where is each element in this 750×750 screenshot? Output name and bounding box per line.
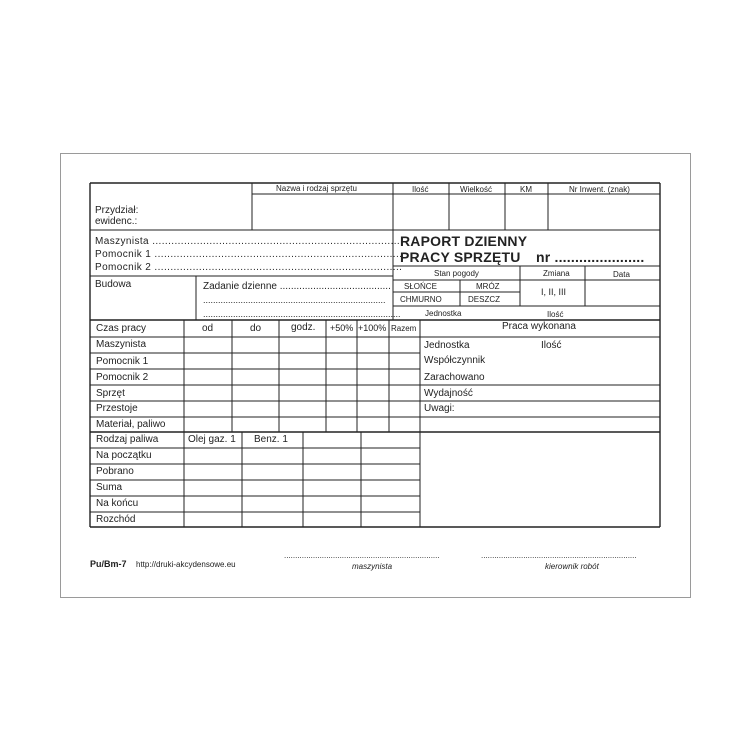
pomocnik2-line: Pomocnik 2 ..............................................................................	[95, 262, 403, 273]
uwagi-label: Uwagi:	[424, 403, 455, 414]
wydajnosc-label: Wydajność	[424, 388, 473, 399]
fuel-row-na-poczatku: Na początku	[96, 450, 152, 461]
row-label-material: Materiał, paliwo	[96, 419, 166, 430]
razem-header: Razem	[391, 324, 417, 333]
weather-slonce: SŁOŃCE	[404, 282, 437, 291]
zadanie-dzienne: Zadanie dzienne ........................................	[203, 281, 391, 292]
rodzaj-paliwa-label: Rodzaj paliwa	[96, 434, 159, 445]
zarachowano-label: Zarachowano	[424, 372, 485, 383]
title-line1: RAPORT DZIENNY	[400, 233, 528, 249]
maszynista-line: Maszynista ...............................................................................	[95, 236, 404, 247]
weather-chmurno: CHMURNO	[400, 295, 442, 304]
nr-inwent-header: Nr Inwent. (znak)	[569, 185, 630, 194]
data-label: Data	[613, 270, 630, 279]
jednostka-small: Jednostka	[425, 309, 462, 318]
do-header: do	[250, 323, 262, 334]
report-number: nr ......................	[536, 249, 645, 265]
fuel-row-na-koncu: Na końcu	[96, 498, 139, 509]
nazwa-sprzetu-header: Nazwa i rodzaj sprzętu	[276, 184, 357, 193]
budowa-label: Budowa	[95, 279, 132, 290]
stan-pogody-label: Stan pogody	[434, 269, 479, 278]
km-header: KM	[520, 185, 532, 194]
fuel-row-pobrano: Pobrano	[96, 466, 134, 477]
weather-mroz: MRÓZ	[476, 282, 500, 291]
ilosc-label: Ilość	[541, 340, 562, 351]
zmiana-label: Zmiana	[543, 269, 570, 278]
plus50-header: +50%	[330, 323, 354, 333]
zmiana-values: I, II, III	[541, 287, 567, 297]
maszynista-signature-caption: maszynista	[352, 562, 393, 571]
row-label-sprzet: Sprzęt	[96, 388, 125, 399]
praca-wykonana-header: Praca wykonana	[502, 321, 576, 332]
zadanie-dots-2: ...............................................................................	[203, 309, 401, 319]
jednostka-label: Jednostka	[424, 340, 470, 351]
zadanie-dots-1: .........................................................................	[203, 295, 386, 305]
plus100-header: +100%	[358, 323, 387, 333]
olej-gaz-header: Olej gaz. 1	[188, 434, 236, 445]
wielkosc-header: Wielkość	[460, 185, 493, 194]
pomocnik1-line: Pomocnik 1 ..............................................................................	[95, 249, 403, 260]
weather-deszcz: DESZCZ	[468, 295, 500, 304]
ewidenc-label: ewidenc.:	[95, 216, 138, 227]
row-label-przestoje: Przestoje	[96, 403, 138, 414]
form-code: Pu/Bm-7	[90, 559, 127, 569]
przydzial-label: Przydział:	[95, 205, 139, 216]
wspolczynnik-label: Współczynnik	[424, 355, 486, 366]
ilosc-small: Ilość	[547, 310, 564, 319]
benz-header: Benz. 1	[254, 434, 288, 445]
maszynista-signature-line: ......................................................................	[284, 551, 440, 560]
godz-header: godz.	[291, 322, 316, 333]
czas-pracy-header: Czas pracy	[96, 323, 147, 334]
row-label-pomocnik1: Pomocnik 1	[96, 356, 149, 367]
od-header: od	[202, 323, 214, 334]
row-label-pomocnik2: Pomocnik 2	[96, 372, 149, 383]
fuel-row-rozchod: Rozchód	[96, 514, 136, 525]
kierownik-signature-caption: kierownik robót	[545, 562, 599, 571]
ilosc-header: Ilość	[412, 185, 429, 194]
kierownik-signature-line: ......................................................................	[481, 551, 637, 560]
title-line2: PRACY SPRZĘTU	[400, 249, 521, 265]
fuel-row-suma: Suma	[96, 482, 123, 493]
footer-url: http://druki-akcydensowe.eu	[136, 560, 236, 569]
row-label-maszynista: Maszynista	[96, 339, 147, 350]
